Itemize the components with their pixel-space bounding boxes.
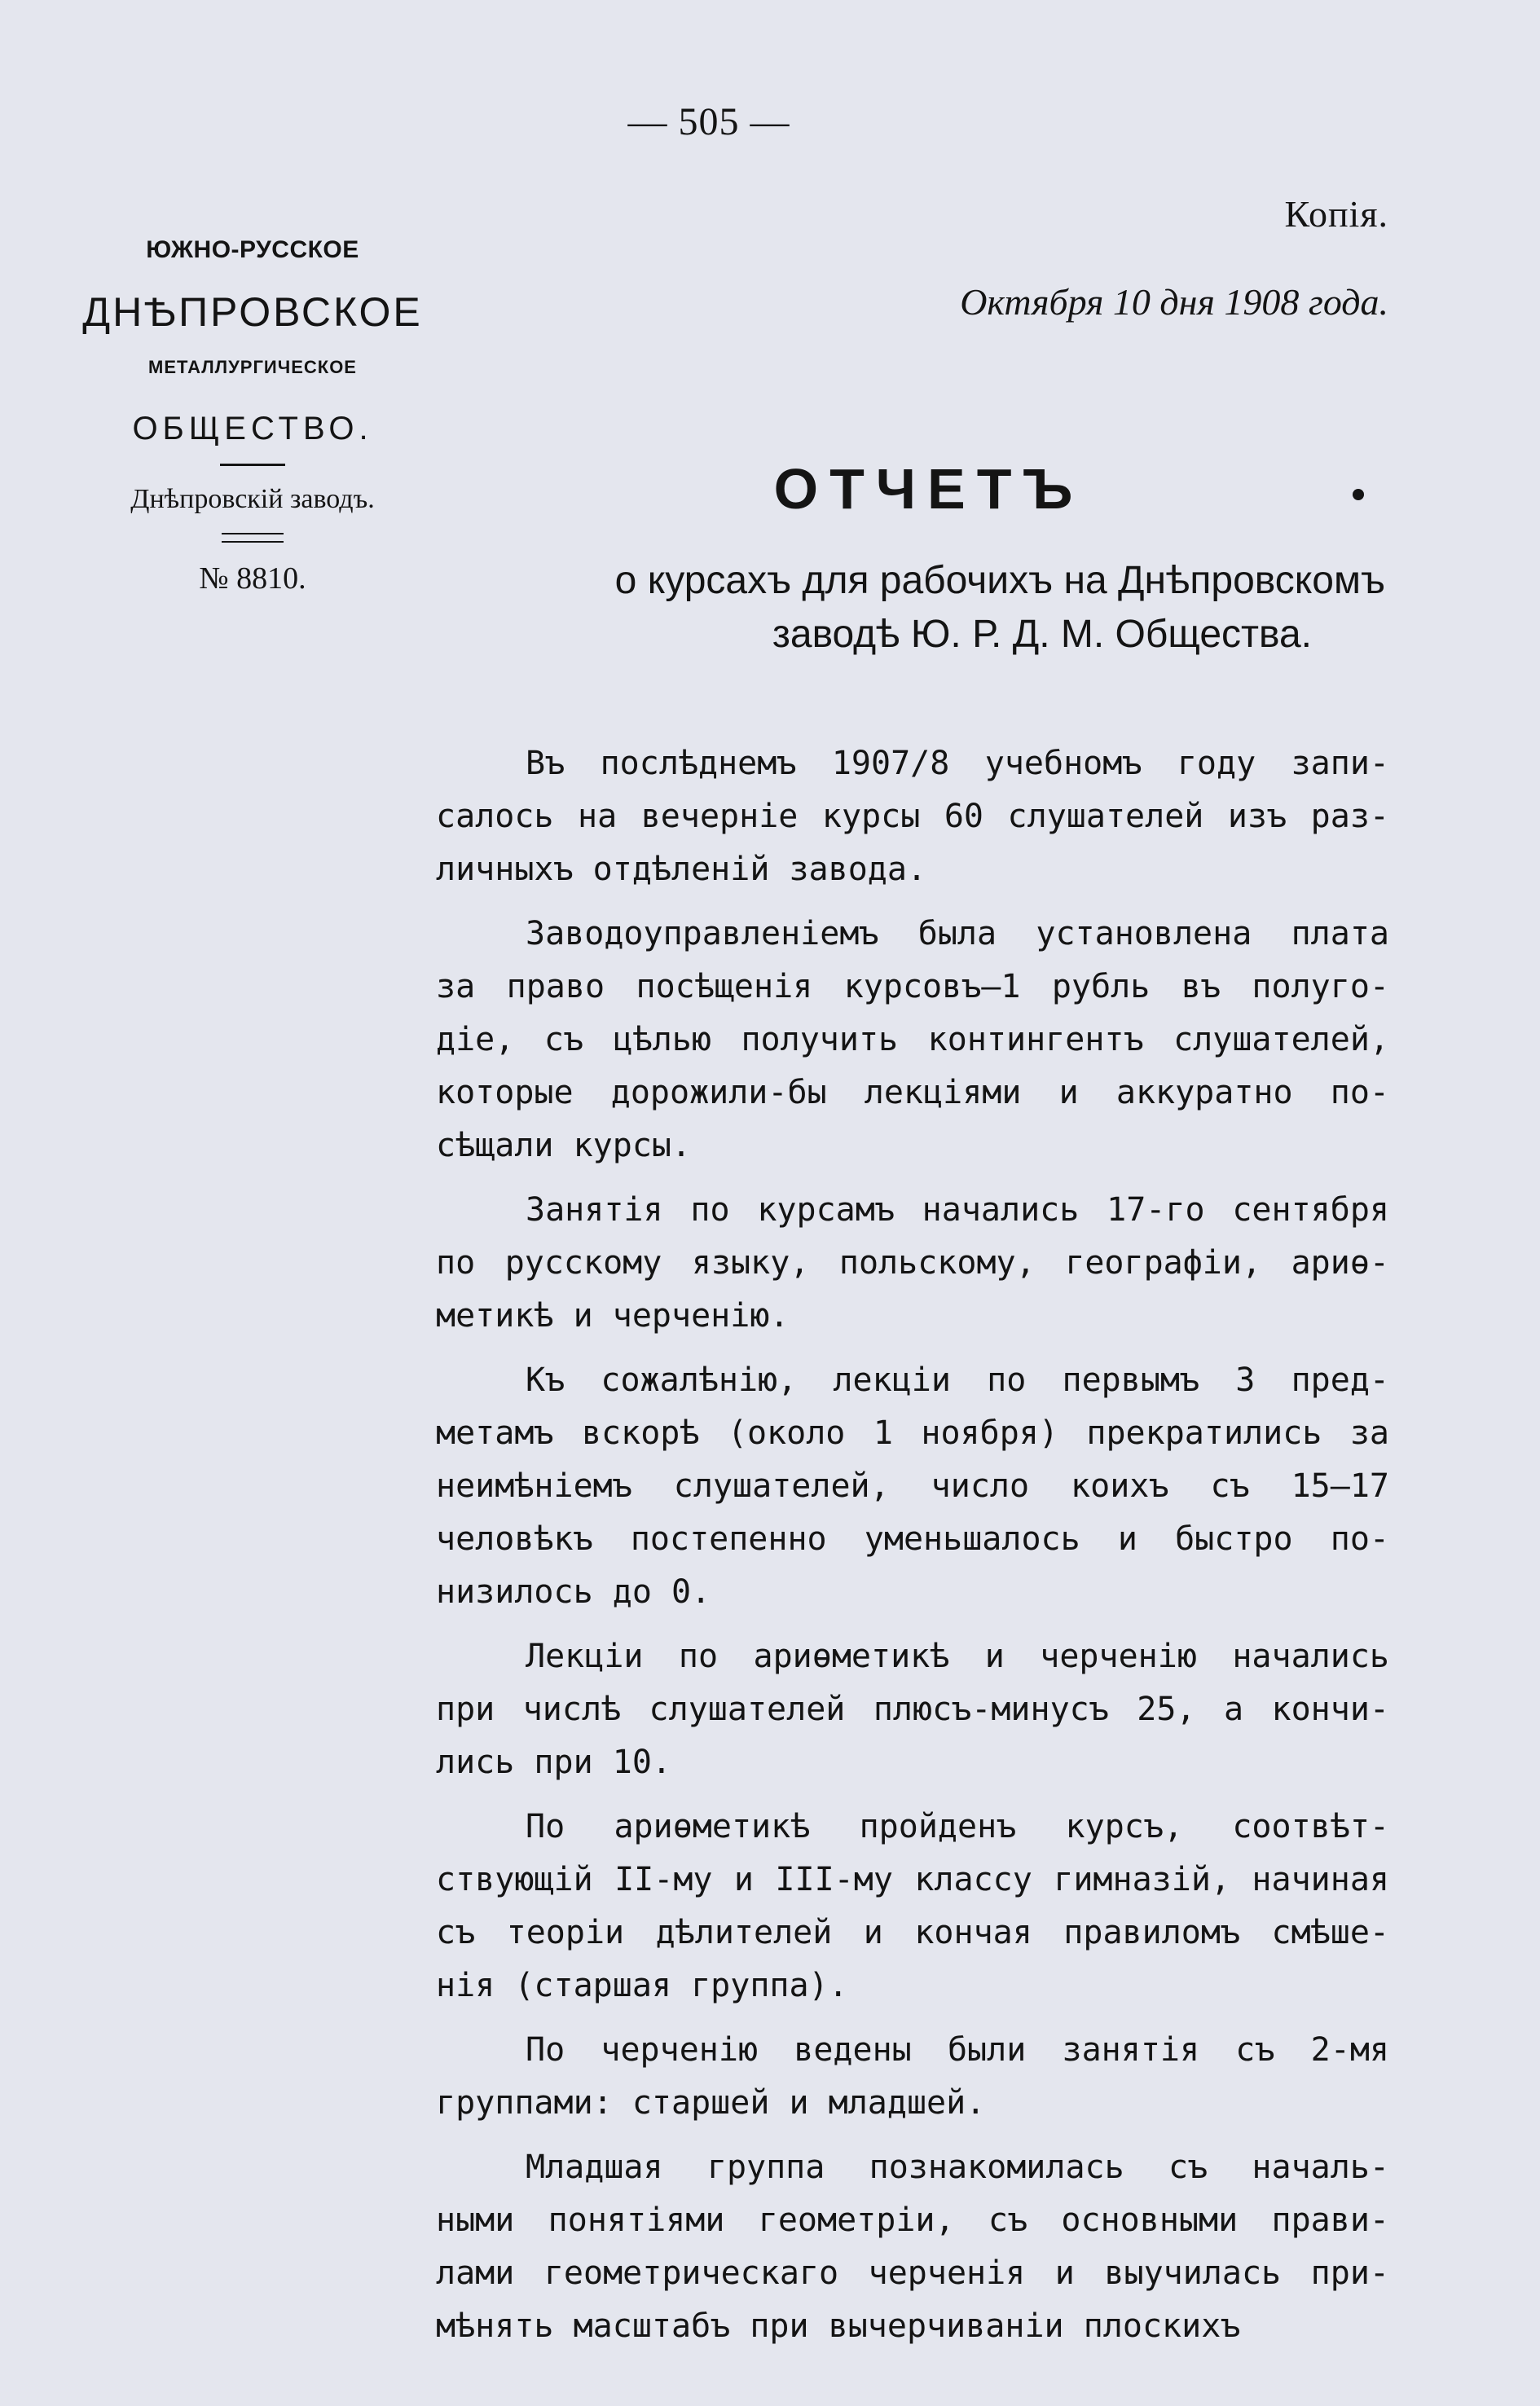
report-title: ОТЧЕТЪ xyxy=(773,457,1085,521)
paragraph-line: салось на вечерніе курсы 60 слушателей изъ раз- xyxy=(436,798,1389,835)
paragraph-line: Лекціи по ариѳметикѣ и черченію начались xyxy=(526,1638,1389,1675)
letterhead-name: ДНѢПРОВСКОЕ xyxy=(82,289,423,335)
paragraph-line: Младшая группа познакомилась съ началь- xyxy=(526,2149,1389,2186)
page-number: — 505 — xyxy=(627,100,790,143)
letterhead-number: № 8810. xyxy=(199,561,306,596)
report-body xyxy=(436,737,1389,2364)
title-dot xyxy=(1353,489,1364,500)
letterhead-society: ОБЩЕСТВО. xyxy=(132,411,373,446)
letterhead xyxy=(33,236,473,596)
paragraph-line: нія (старшая группа). xyxy=(436,1967,848,2004)
letterhead-region: ЮЖНО-РУССКОЕ xyxy=(146,236,359,263)
paragraph-line: лами геометрическаго черченія и выучилась при- xyxy=(436,2254,1389,2292)
report-subtitle xyxy=(407,554,1385,662)
letterhead-type: МЕТАЛЛУРГИЧЕСКОЕ xyxy=(148,357,357,377)
paragraph-line: при числѣ слушателей плюсъ-минусъ 25, а кончи- xyxy=(436,1691,1389,1728)
paragraph xyxy=(436,1184,1389,1343)
paragraph-line: По ариѳметикѣ пройденъ курсъ, соотвѣт- xyxy=(526,1808,1389,1845)
paragraph-line: неимѣніемъ слушателей, число коихъ съ 15—17 xyxy=(436,1467,1389,1505)
copy-label: Копія. xyxy=(1284,193,1388,235)
paragraph xyxy=(436,737,1389,896)
paragraph-line: метикѣ и черченію. xyxy=(436,1297,790,1335)
paragraph-line: ствующій II-му и III-му классу гимназій, начиная xyxy=(436,1861,1389,1898)
paragraph-line: ными понятіями геометріи, съ основными прави- xyxy=(436,2201,1389,2239)
paragraph-line: сѣщали курсы. xyxy=(436,1127,692,1164)
paragraph-line: Занятія по курсамъ начались 17-го сентября xyxy=(526,1191,1389,1229)
paragraph xyxy=(436,1630,1389,1789)
paragraph-line: личныхъ отдѣленій завода. xyxy=(436,851,927,888)
paragraph-line: Заводоуправленіемъ была установлена плата xyxy=(526,915,1389,952)
paragraph xyxy=(436,1354,1389,1619)
paragraph xyxy=(436,2024,1389,2130)
letterhead-rule xyxy=(220,464,285,466)
paragraph-line: Въ послѣднемъ 1907/8 учебномъ году запи- xyxy=(526,745,1389,782)
paragraph-line: низилось до 0. xyxy=(436,1573,711,1611)
paragraph-line: лись при 10. xyxy=(436,1744,671,1781)
paragraph-line: по русскому языку, польскому, географіи, ариѳ- xyxy=(436,1244,1389,1282)
subtitle-line-1: о курсахъ для рабочихъ на Днѣпровскомъ xyxy=(614,559,1385,602)
paragraph-line: съ теоріи дѣлителей и кончая правиломъ смѣше- xyxy=(436,1914,1389,1951)
letterhead-plant: Днѣпровскій заводъ. xyxy=(130,484,375,514)
paragraph-line: метамъ вскорѣ (около 1 ноября) прекратились за xyxy=(436,1414,1389,1452)
paragraph-line: за право посѣщенія курсовъ—1 рубль въ полуго- xyxy=(436,968,1389,1005)
paragraph xyxy=(436,2141,1389,2353)
paragraph-line: По черченію ведены были занятія съ 2-мя xyxy=(526,2031,1389,2069)
paragraph-line: діе, съ цѣлью получить контингентъ слушателей, xyxy=(436,1021,1389,1058)
date-line: Октября 10 дня 1908 года. xyxy=(960,281,1388,323)
paragraph-line: мѣнять масштабъ при вычерчиваніи плоскихъ xyxy=(436,2307,1241,2345)
subtitle-line-2: заводѣ Ю. Р. Д. М. Общества. xyxy=(772,613,1312,656)
paragraph-line: группами: старшей и младшей. xyxy=(436,2084,986,2122)
paragraph-line: человѣкъ постепенно уменьшалось и быстро по- xyxy=(436,1520,1389,1558)
paragraph xyxy=(436,1801,1389,2012)
paragraph xyxy=(436,908,1389,1172)
letterhead-double-rule xyxy=(222,533,284,543)
paragraph-line: Къ сожалѣнію, лекціи по первымъ 3 пред- xyxy=(526,1361,1389,1399)
paragraph-line: которые дорожили-бы лекціями и аккуратно по- xyxy=(436,1074,1389,1111)
